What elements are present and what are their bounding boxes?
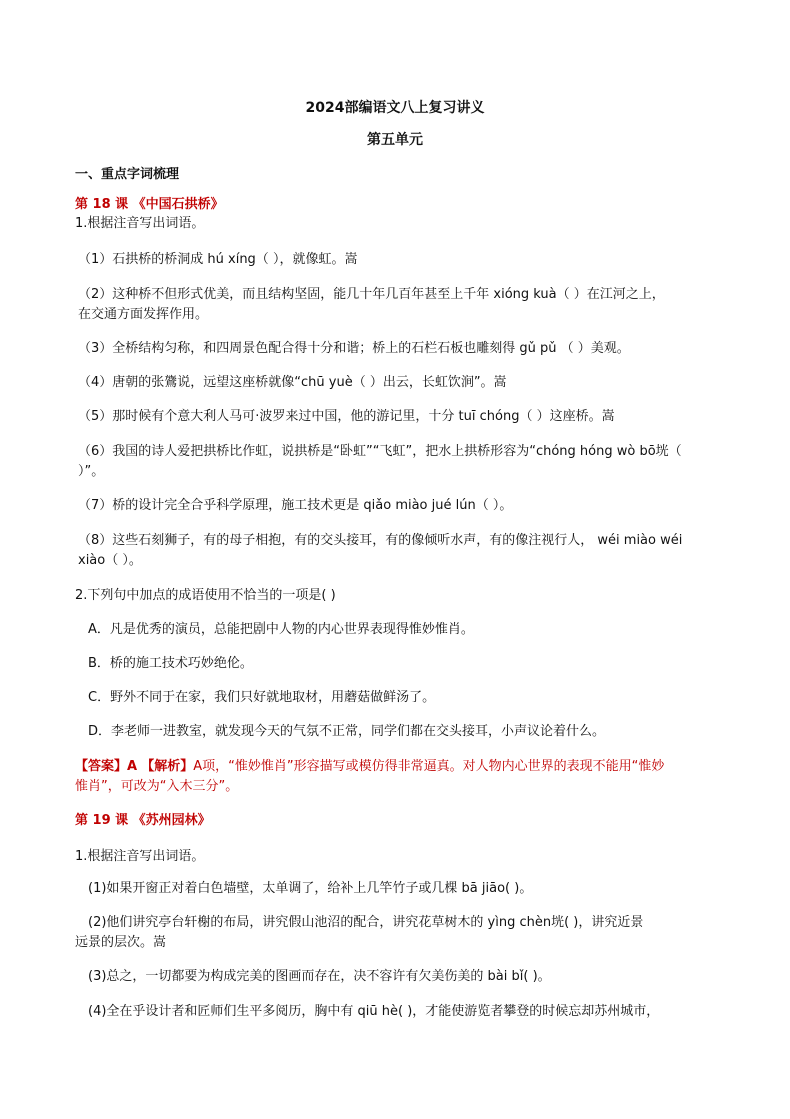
analysis-text-1: A项，“惟妙惟肖”形容描写或模仿得非常逼真。对人物内心世界的表现不能用“惟妙 [193, 759, 665, 774]
analysis-tag: 【解析】 [141, 759, 194, 774]
option-d: D．李老师一进教室，就发现今天的气氛不正常，同学们都在交头接耳，小声议论着什么。 [88, 724, 606, 739]
lesson-18-question-1-title: 1.根据注音写出词语。 [75, 216, 205, 231]
lesson-18-question-2-title: 2.下列句中加点的成语使用不恰当的一项是( ) [75, 588, 336, 603]
pinyin-item-8: （8）这些石刻狮子，有的母子相抱，有的交头接耳，有的像倾听水声，有的像注视行人， wéi miào wéi [78, 533, 683, 548]
pinyin-item-6: （6）我国的诗人爱把拱桥比作虹，说拱桥是“卧虹”“飞虹”，把水上拱桥形容为“chóng hóng wò bō垙（ [78, 444, 682, 459]
lesson-18-heading: 第 18 课 《中国石拱桥》 [75, 197, 224, 212]
lesson-19-question-1-title: 1.根据注音写出词语。 [75, 849, 205, 864]
pinyin-item-3: （3）全桥结构匀称，和四周景色配合得十分和谐；桥上的石栏石板也雕刻得 gǔ pǔ （ ）美观。 [78, 341, 630, 356]
pinyin-item-2-cont: 在交通方面发挥作用。 [78, 307, 209, 322]
pinyin-item-2: （2）这种桥不但形式优美，而且结构坚固，能几十年几百年甚至上千年 xióng kuà（ ）在江河之上， [78, 287, 665, 302]
pinyin-item-6-cont: ）”。 [78, 464, 105, 479]
pinyin-item-8-cont: xiào（ ）。 [78, 553, 142, 568]
answer-line [75, 758, 725, 775]
pinyin-item-19-2-cont: 远景的层次。嵩 [75, 935, 167, 950]
section-heading: 一、重点字词梳理 [75, 167, 180, 182]
pinyin-item-7: （7）桥的设计完全合乎科学原理，施工技术更是 qiǎo miào jué lún（ ）。 [78, 498, 513, 513]
option-b: B．桥的施工技术巧妙绝伦。 [88, 656, 253, 671]
option-a: A．凡是优秀的演员，总能把剧中人物的内心世界表现得惟妙惟肖。 [88, 622, 474, 637]
unit-title: 第五单元 [367, 132, 423, 148]
answer-letter: A [127, 759, 138, 774]
answer-tag: 【答案】 [75, 759, 128, 774]
document-title: 2024部编语文八上复习讲义 [305, 100, 485, 116]
option-c: C．野外不同于在家，我们只好就地取材，用蘑菇做鲜汤了。 [88, 690, 436, 705]
pinyin-item-5: （5）那时候有个意大利人马可·波罗来过中国，他的游记里，十分 tuī chóng（ ）这座桥。嵩 [78, 409, 615, 424]
pinyin-item-1: （1）石拱桥的桥洞成 hú xíng（ ），就像虹。嵩 [78, 252, 358, 267]
pinyin-item-4: （4）唐朝的张鷟说，远望这座桥就像“chū yuè（ ）出云，长虹饮涧”。嵩 [78, 375, 507, 390]
analysis-text-2: 惟肖”，可改为“入木三分”。 [75, 779, 239, 794]
pinyin-item-19-4: (4)全在乎设计者和匠师们生平多阅历，胸中有 qiū hè( )，才能使游览者攀登的时候忘却苏州城市， [88, 1004, 660, 1019]
pinyin-item-19-1: (1)如果开窗正对着白色墙壁，太单调了，给补上几竿竹子或几棵 bā jiāo( )。 [88, 881, 533, 896]
lesson-19-heading: 第 19 课 《苏州园林》 [75, 813, 211, 828]
pinyin-item-19-3: (3)总之，一切都要为构成完美的图画而存在，决不容许有欠美伤美的 bài bǐ( )。 [88, 969, 551, 984]
pinyin-item-19-2: (2)他们讲究亭台轩榭的布局，讲究假山池沼的配合，讲究花草树木的 yìng chèn垙( )，讲究近景 [88, 915, 644, 930]
